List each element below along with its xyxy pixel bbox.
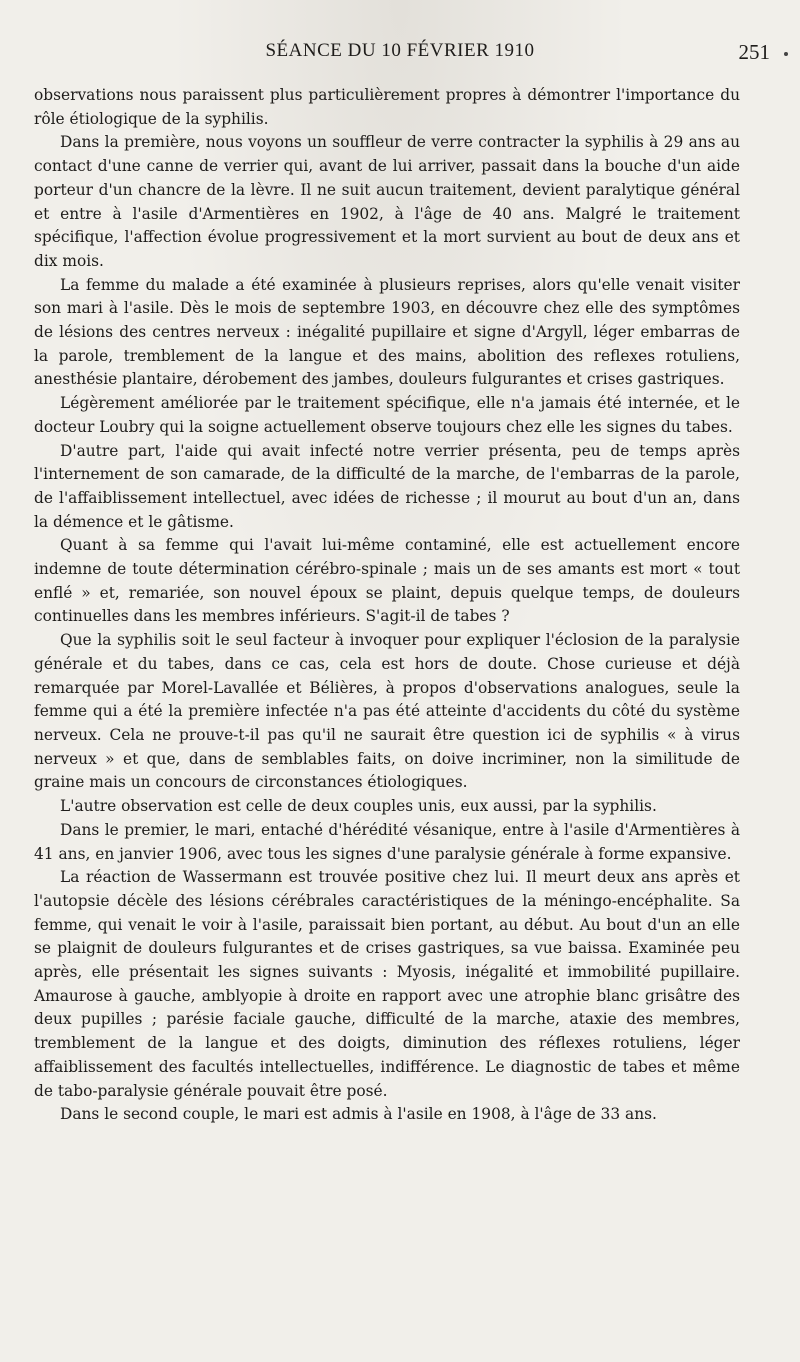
paragraph: La femme du malade a été examinée à plusieurs reprises, alors qu'elle venait visiter son mari à l'asile. Dès le mois de septembre 1903, en découvre chez elle des symptômes de lésions des centres nerveux : inégalité pupillaire et signe d'Argyll, léger embarras de la parole, tremblement de la langue et des mains, abolition des reflexes rotuliens, anesthésie plantaire, dérobement des jambes, douleurs fulgurantes et crises gastriques. — [34, 275, 740, 389]
running-title: SÉANCE DU 10 FÉVRIER 1910 — [265, 40, 535, 61]
page-number: 251 — [738, 40, 770, 64]
paragraph: Dans le premier, le mari, entaché d'hérédité vésanique, entre à l'asile d'Armentières à 41 ans, en janvier 1906, avec tous les signes d'une paralysie générale à forme expansive. — [34, 820, 740, 863]
body-text — [34, 84, 740, 1127]
paragraph: Dans la première, nous voyons un souffleur de verre contracter la syphilis à 29 ans au contact d'une canne de verrier qui, avant de lui arriver, passait dans la bouche d'un aide porteur d'un chancre de la lèvre. Il ne suit aucun traitement, devient paralytique général et entre à l'asile d'Armentières en 1902, à l'âge de 40 ans. Malgré le traitement spécifique, l'affection évolue progressivement et la mort survient au bout de deux ans et dix mois. — [34, 133, 740, 270]
paragraph: Dans le second couple, le mari est admis à l'asile en 1908, à l'âge de 33 ans. — [60, 1105, 657, 1124]
paragraph: D'autre part, l'aide qui avait infecté notre verrier présenta, peu de temps après l'internement de son camarade, de la difficulté de la marche, de l'embarras de la parole, de l'affaiblissement intellectuel, avec idées de richesse ; il mourut au bout d'un an, dans la démence et le gâtisme. — [34, 441, 740, 531]
paragraph-continuation: observations nous paraissent plus particulièrement propres à démontrer l'importance du rôle étiologique de la syphilis. — [34, 86, 740, 128]
paragraph: La réaction de Wassermann est trouvée positive chez lui. Il meurt deux ans après et l'autopsie décèle des lésions cérébrales caractéristiques de la méningo-encéphalite. Sa femme, qui venait le voir à l'asile, paraissait bien portant, au début. Au bout d'un an elle se plaignit de douleurs fulgurantes et de crises gastriques, sa vue baissa. Examinée peu après, elle présentait les signes suivants : Myosis, inégalité et immobilité pupillaire. Amaurose à gauche, amblyopie à droite en rapport avec une atrophie blanc grisâtre des deux pupilles ; parésie faciale gauche, difficulté de la marche, ataxie des membres, tremblement de la langue et des doigts, diminution des réflexes rotuliens, léger affaiblissement des facultés intellectuelles, indifférence. Le diagnostic de tabes et même de tabo-paralysie générale pouvait être posé. — [34, 868, 740, 1100]
paragraph: L'autre observation est celle de deux couples unis, eux aussi, par la syphilis. — [60, 797, 657, 816]
paragraph: Que la syphilis soit le seul facteur à invoquer pour expliquer l'éclosion de la paralysie générale et du tabes, dans ce cas, cela est hors de doute. Chose curieuse et déjà remarquée par Morel-Lavallée et Bélières, à propos d'observations analogues, seule la femme qui a été la première infectée n'a pas été atteinte d'accidents du côté du système nerveux. Cela ne prouve-t-il pas qu'il ne saurait être question ici de syphilis « à virus nerveux » et que, dans de semblables faits, on doive incriminer, non la similitude de graine mais un concours de circonstances étiologiques. — [34, 631, 740, 792]
paragraph: Quant à sa femme qui l'avait lui-même contaminé, elle est actuellement encore indemne de toute détermination cérébro-spinale ; mais un de ses amants est mort « tout enflé » et, remariée, son nouvel époux se plaint, depuis quelque temps, de douleurs continuelles dans les membres inférieurs. S'agit-il de tabes ? — [34, 536, 740, 626]
paragraph: Légèrement améliorée par le traitement spécifique, elle n'a jamais été internée, et le docteur Loubry qui la soigne actuellement observe toujours chez elle les signes du tabes. — [34, 394, 740, 436]
scan-speck — [784, 52, 788, 56]
running-header — [30, 40, 770, 70]
